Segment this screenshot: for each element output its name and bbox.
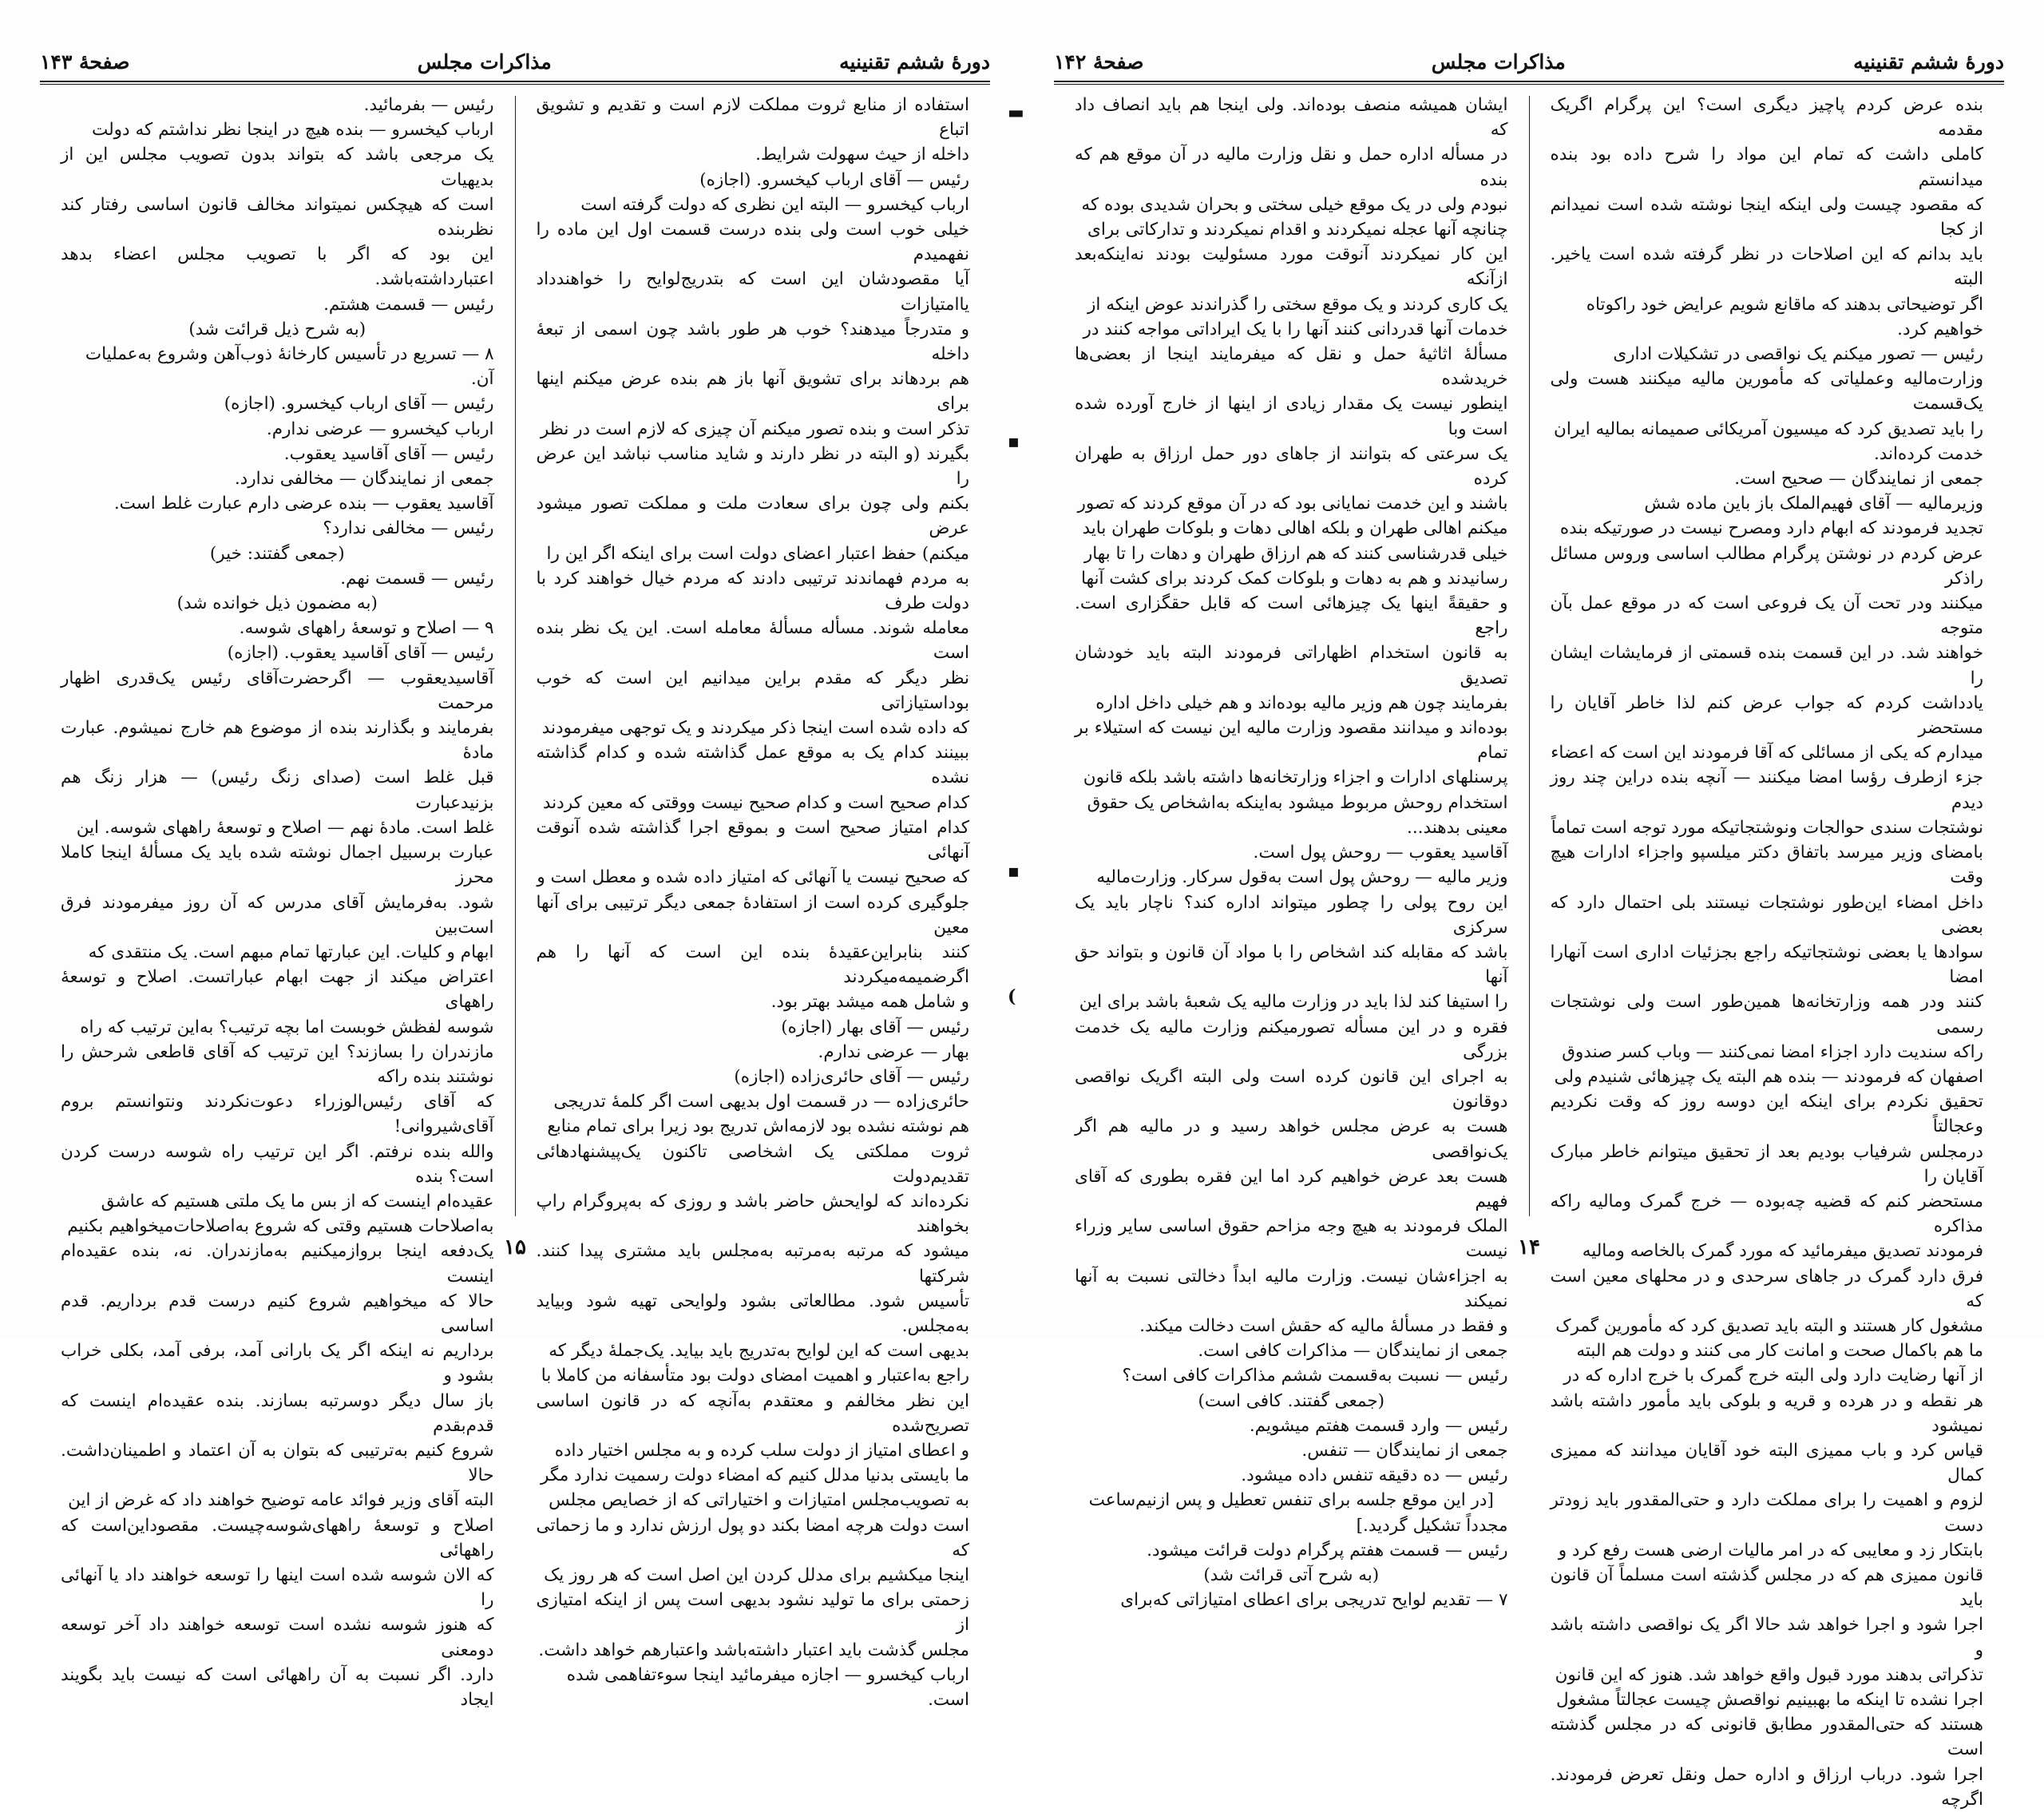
text-line: رئیس — قسمت نهم. (340, 568, 494, 589)
header-rule-thin (1054, 84, 2004, 85)
text-line: سوادها یا بعضی نوشتجاتیکه راجع بجزئیات اداری است آنهارا امضا (1550, 942, 1983, 988)
text-line: شروع کنیم به‌ترتیبی که بتوان به آن اعتماد و اطمینان‌داشت. حالا (61, 1440, 494, 1486)
text-line: قبل غلط است (صدای زنگ رئیس) — هزار زنگ هم بزنید‌عبارت (61, 767, 494, 813)
text-line: که مقصود چیست ولی اینکه اینجا نوشته شده است نمیدانم از کجا (1550, 194, 1983, 240)
text-line: اجرا شود. درباب ارزاق و اداره حمل ونقل تعرض فرمودند. اگرچه (1550, 1764, 1983, 1810)
text-line: هست بعد عرض خواهیم کرد اما این فقره بطوری که آقای فهیم (1075, 1166, 1508, 1211)
page-142 (1038, 0, 2020, 1810)
text-line: تحقیق نکردم برای اینکه این دوسه روز که وقت نکردیم وعجالتاً (1550, 1092, 1983, 1137)
text-line: به تصویب‌مجلس امتیازات و اختیاراتی که از خصایص مجلس (549, 1490, 969, 1511)
text-line: و شامل همه میشد بهتر بود. (770, 992, 969, 1013)
text-line: رئیس — تصور میکنم یک نواقصی در تشکیلات اداری (1613, 344, 1983, 365)
text-line: (جمعی گفتند: خیر) (209, 543, 345, 564)
text-line: این نظر مخالفم و معتقدم به‌آنچه که در قانون اساسی تصریح‌شده (536, 1390, 969, 1436)
text-line: عقیده‌ام اینست که از بس ما یک ملتی هستیم که عاشق (101, 1191, 494, 1211)
text-line: ۸ — تسریع در تأسیس کارخانهٔ ذوب‌آهن وشروع به‌عملیات (85, 344, 494, 365)
gutter-mark: ▪ (1008, 431, 1020, 452)
journal-title: مذاکرات مجلس (1431, 50, 1566, 73)
text-line: بفرمایند و بگذارند بنده از موضوع هم خارج نمیشوم. عبارت مادهٔ (61, 718, 494, 763)
text-line: ۷ — تقدیم لوایح تدریجی برای اعطای امتیازاتی که‌برای (1120, 1590, 1508, 1611)
text-line: والله بنده نرفتم. اگر این ترتیب راه شوسه درست کردن است؟ بنده (61, 1141, 494, 1187)
text-line: ارباب کیخسرو — اجازه میفرمائید اینجا سوءتفاهمی شده (566, 1664, 969, 1685)
text-line: معامله شوند. مسأله مسألهٔ معامله است. این یک نظر بنده است (536, 618, 969, 664)
text-line: یادداشت کردم که جواب عرض کنم لذا خاطر آقایان را مستحضر (1550, 692, 1983, 739)
text-line: جلوگیری کرده است از استفادهٔ جمعی دیگر ترتیبی برای آنها معین (536, 892, 969, 938)
text-line: وزارت‌مالیه وعملیاتی که مأمورین مالیه میکنند هست ولی یک‌قسمت (1550, 369, 1983, 414)
text-line: فرق دارد گمرک در جاهای سرحدی و در محلهای معین است که (1550, 1266, 1983, 1311)
page-143 (24, 0, 1006, 1710)
text-line: حائری‌زاده — در قسمت اول بدیهی است اگر کلمهٔ تدریجی (553, 1092, 969, 1112)
text-line: هم نوشته نشده بود لازمه‌اش تدریج بود زیرا برای تمام منابع (547, 1116, 969, 1137)
text-line: لزوم و اهمیت را برای مملکت دارد و حتی‌المقدور باید زودتر دست (1550, 1490, 1983, 1536)
text-line: هستند که حتی‌المقدور مطابق قانونی که در مجلس گذشته است (1550, 1715, 1983, 1760)
text-line: عبارت برسبیل اجمال نوشته شده باید یک مسألهٔ اینجا کاملا محرز (61, 843, 494, 888)
text-line: ۹ — اصلاح و توسعهٔ راههای شوسه. (239, 618, 494, 639)
text-line: جمعی از نمایندگان — صحیح است. (1734, 469, 1983, 490)
text-line: باشد که مقابله کند اشخاص را با مواد آن قانون و بتواند حق آنها (1075, 942, 1508, 988)
text-line: خیلی خوب است ولی بنده درست قسمت اول این ماده را نفهمیدم (536, 220, 969, 265)
text-line: رئیس — آقای بهار (اجازه) (781, 1017, 969, 1037)
text-line: رئیس — آقای آقاسید یعقوب. (283, 443, 494, 464)
text-line: آقاسید یعقوب — بنده عرضی دارم عبارت غلط است. (113, 494, 494, 514)
text-line: معینی بدهند... (1406, 817, 1508, 838)
text-line: را باید تصدیق کرد که میسیون آمریکائی صمیمانه بمالیه ایران (1554, 418, 1983, 439)
text-line: و اعطای امتیاز از دولت سلب کرده و به مجلس اختیار داده (554, 1440, 969, 1461)
text-line: هم بردهاند برای تشویق آنها باز هم بنده عرض میکنم اینها برای (536, 369, 969, 414)
text-line: خواهیم کرد. (1897, 319, 1983, 339)
page-header (1054, 46, 2004, 77)
gutter-mark: ▪ (1008, 861, 1020, 882)
text-line: بگیرند (و البته در نظر دارند و شاید مناسب نباشد این عرض را (536, 443, 969, 490)
text-line: مجدداً تشکیل گردید.] (1356, 1515, 1508, 1536)
text-line: ایشان همیشه منصف بوده‌اند. ولی اینجا هم باید انصاف داد که (1075, 95, 1508, 141)
text-line: اصفهان که فرمودند — بنده هم البته یک چیزهائی شنیدم ولی (1554, 1066, 1983, 1087)
text-line: بفرمایند چون هم وزیر مالیه بوده‌اند و هم خیلی داخل اداره (1095, 692, 1508, 713)
text-line: کاملی داشت که تمام این مواد را شرح داده بود بنده میدانستم (1550, 145, 1983, 190)
text-line: مجلس گذشت باید اعتبار داشته‌باشد واعتبارهم خواهد داشت. (538, 1640, 969, 1660)
text-line: ثروت مملکتی یک اشخاصی تاکنون یک‌پیشنهادهائی تقدیم‌دولت (536, 1141, 969, 1187)
text-line: قانون ممیزی هم که در مجلس گذشته است مسلماً آن قانون باید (1550, 1564, 1983, 1611)
text-line: یک‌دفعه اینجا برواز‌میکنیم به‌مازندران. نه، بنده عقیده‌ام اینست (61, 1241, 494, 1287)
text-line: ما بایستی بدنیا مدلل کنیم که امضاء دولت رسمیت ندارد مگر (540, 1465, 969, 1486)
text-line: مستحضر کنم که قضیه چه‌بوده — خرج گمرک ومالیه راکه‌ مذاکره (1550, 1191, 1983, 1237)
text-line: باید بدانم که این اصلاحات در نظر گرفته شده است یاخیر. البته (1550, 244, 1983, 290)
text-line: به اجرای این قانون کرده است ولی البته اگریک نواقصی دوقانون (1075, 1066, 1508, 1112)
text-line: باشند و این خدمت نمایانی بود که در آن موقع کردند که تصور (1077, 494, 1508, 514)
text-line: که داده شده است اینجا ذکر میکردند و یک توجهی میفرمودند (541, 718, 969, 739)
text-line: تذکر است و بنده تصور میکنم آن چیزی که لازم است در نظر (540, 418, 969, 439)
text-line: و فقط در مسألهٔ مالیه که حقش است دخالت میکند. (1139, 1315, 1508, 1336)
text-line: رئیس — آقای ارباب کیخسرو. (اجازه) (224, 394, 494, 414)
text-line: ببینند کدام یک به موقع عمل گذاشته شده و کدام گذاشته نشده (536, 743, 969, 788)
text-line: این بود که اگر با تصویب مجلس اعضاء بدهد اعتبارداشته‌باشد. (61, 244, 494, 290)
text-line: ارباب کیخسرو — البته این نظری که دولت گرفته است (580, 194, 969, 215)
text-line: برداریم نه اینکه اگر یک بارانی آمد، برفی آمد، بکلی خراب بشود و (61, 1341, 494, 1386)
text-line: باز سال دیگر دوسرتبه بسازند. بنده عقیده‌ام اینست که قدم‌بقدم (61, 1390, 494, 1436)
text-line: دارد. اگر نسبت به آن راههائی است که نیست باید بگویند ایجاد (61, 1664, 494, 1710)
text-line: خواهند شد. در این قسمت بنده قسمتی از فرمایشات ایشان را (1550, 643, 1983, 688)
text-line: نبودم ولی در یک موقع خیلی سختی و بحران شدیدی بوده که (1081, 194, 1508, 215)
text-line: زحمتی برای ما تولید نشود بدیهی است پس از اینکه امتیازی از (536, 1590, 969, 1636)
text-line: خدمت کرده‌اند. (1873, 443, 1983, 464)
text-line: [در این موقع جلسه برای تنفس تعطیل و پس ازنیم‌ساعت (1088, 1490, 1494, 1511)
text-line: اینجا میکشیم برای مدلل کردن این اصل است که هر روز یک (544, 1564, 969, 1585)
text-line: راجع به‌اعتبار و اهمیت امضای دولت بود متأسفانه من کاملا با (541, 1366, 969, 1386)
gutter-mark: ▬ (1008, 102, 1024, 123)
text-line: به اجزاءشان نیست. وزارت مالیه ابداً دخالتی نسبت به آنها نمیکند (1075, 1266, 1508, 1311)
text-line: شوسه لفظش خوبست اما بچه ترتیب؟ به‌این ترتیب که راه (80, 1017, 494, 1037)
text-line: که صحیح نیست یا آنهائی که امتیاز داده شده و معطل است و (537, 867, 969, 888)
text-line: است. (928, 1690, 969, 1710)
column-divider (515, 96, 516, 1216)
page-label: صفحهٔ ۱۴۳ (40, 50, 130, 73)
page-number: ۱۴ (1518, 1235, 1540, 1259)
text-line: رئیس — بفرمائید. (363, 95, 494, 115)
text-line: کنند ودر همه وزارتخانه‌ها همین‌طور است ولی نوشتجات رسمی (1550, 992, 1983, 1037)
text-line: در مسأله اداره حمل و نقل وزارت مالیه در آن موقع هم که بنده (1075, 145, 1508, 190)
text-line: که آقای رئیس‌الوزراء دعوت‌نکردند ونتوانستم بروم آقای‌شیروانی! (61, 1092, 494, 1137)
column-right (1530, 93, 2005, 1810)
text-line: میکنم) حفظ اعتبار اعضای دولت است برای اینکه اگر این را (546, 543, 969, 564)
text-line: چنانچه آنها عجله نمیکردند و اقدام نمیکردند و تدارکاتی برای (1087, 220, 1508, 240)
text-line: تذکراتی بدهند مورد قبول واقع خواهد شد. هنوز که این قانون (1555, 1664, 1983, 1685)
text-line: بوده‌اند و میدانند مقصود وزارت مالیه این نیست که استیلاء بر تمام (1075, 718, 1508, 763)
text-line: وزیر مالیه — روحش پول است به‌قول سرکار. وزارت‌مالیه (1096, 867, 1508, 888)
text-line: رسانیدند و هم به دهات و بلوکات کمک کردند برای کشت آنها (1081, 568, 1508, 589)
text-line: بامضای وزیر میرسد باتفاق دکتر میلسپو واجزاء ادارات هیچ وقت (1550, 843, 1983, 888)
text-line: استخدام روحش مربوط میشود به‌اینکه به‌اشخاص یک حقوق (1087, 792, 1508, 813)
text-line: غلط است. مادهٔ نهم — اصلاح و توسعهٔ راههای شوسه. این (76, 817, 494, 838)
text-line: مسألهٔ اثاثیهٔ حمل و نقل که میفرمایند اینجا از بعضی‌ها خریدشده (1075, 344, 1508, 390)
gutter-mark: ( (1008, 986, 1016, 1007)
text-line: از آنها رضایت دارد ولی البته خرج گمرک با خرج اداره که در (1563, 1366, 1983, 1386)
text-line: رئیس — قسمت هشتم. (323, 294, 494, 315)
text-line: الملک فرمودند به هیچ وجه مزاحم حقوق اساسی سایر وزراء نیست (1075, 1216, 1508, 1262)
text-line: قیاس کرد و باب ممیزی البته خود آقایان میدانند که ممیزی کمال (1550, 1440, 1983, 1486)
text-line: این روح پولی را چطور میتواند اداره کند؟ ناچار باید یک سرکزی (1075, 892, 1508, 938)
text-line: کنند بنابراین‌عقیدهٔ بنده این است که آنها را هم اگرضمیمه‌میکردند (536, 942, 969, 988)
journal-title: مذاکرات مجلس (417, 50, 552, 73)
session-label: دورهٔ ششم تقنینیه (1853, 50, 2004, 73)
text-line: مشغول کار هستند و البته باید تصدیق کرد که مأمورین گمرک (1555, 1315, 1983, 1336)
text-line: رئیس — قسمت هفتم پرگرام دولت قرائت میشود. (1147, 1540, 1508, 1560)
text-line: ارباب کیخسرو — بنده هیچ در اینجا نظر نداشتم که دولت (92, 120, 494, 141)
text-line: داخل امضاء این‌طور نوشتجات نیستند بلی احتمال دارد که بعضی (1550, 892, 1983, 938)
text-line: کدام امتیاز صحیح است و بموقع اجرا گذاشته شده آنوقت آنهائی (536, 817, 969, 863)
text-line: رئیس — وارد قسمت هفتم میشویم. (1249, 1415, 1508, 1436)
text-line: نوشتجات سندی حوالجات ونوشتجاتیکه مورد توجه است تماماً (1551, 817, 1983, 838)
column-divider (1529, 96, 1530, 1216)
text-line: و حقیقةً اینها یک چیزهائی است که قابل حقگزاری است. راجع (1075, 593, 1508, 639)
text-line: تأسیس شود. مطالعاتی بشود ولوایحی تهیه شود وبیاید به‌مجلس. (536, 1291, 969, 1336)
text-line: رئیس — آقای حائری‌زاده (اجازه) (734, 1066, 969, 1087)
text-line: است دولت هرچه امضا بکند دو پول ارزش ندارد و ما زحماتی که (536, 1515, 969, 1560)
text-line: اینطور نیست یک مقدار زیادی از اینها از خارج آورده شده است وبا (1075, 394, 1508, 439)
text-line: شود. به‌فرمایش آقای مدرس که آن روز میفرمودند فرق است‌بین (61, 892, 494, 938)
text-line: تجدید فرمودند که ابهام دارد ومصرح نیست در صورتیکه بنده (1559, 518, 1983, 539)
page-label: صفحهٔ ۱۴۲ (1054, 50, 1144, 73)
text-line: اعتراض میکند از جهت ابهام عباراتست. اصلاح و توسعهٔ راههای (61, 967, 494, 1013)
text-line: جزء ازطرف رؤسا امضا میکنند — آنچه بنده دراین چند روز دیدم (1550, 767, 1983, 813)
text-line: رئیس — آقای آقاسید یعقوب. (اجازه) (227, 643, 494, 664)
text-line: رئیس — مخالفی ندارد؟ (323, 518, 494, 539)
text-line: اگر توضیحاتی بدهند که ماقانع شویم عرایض خود راکوتاه (1586, 294, 1983, 315)
text-line: ارباب کیخسرو — عرضی ندارم. (266, 418, 494, 439)
text-line: بنده عرض کردم پاچیز دیگری است؟ این پرگرام اگریک مقدمه (1550, 95, 1983, 141)
text-line: آقاسیدیعقوب — اگرحضرت‌آقای رئیس یک‌قدری اظهار مرحمت (61, 668, 494, 713)
text-line: وزیرمالیه — آقای فهیم‌الملک باز باین ماده شش (1644, 494, 1983, 514)
text-line: هر نقطه و در هرده و قریه و بلوکی باید مأمور داشته باشد نمیشود (1550, 1390, 1983, 1436)
text-line: (به شرح ذیل قرائت شد) (188, 319, 366, 339)
text-line: میشود که مرتبه به‌مرتبه به‌مجلس باید مشتری پیدا کنند. شرکتها (536, 1241, 969, 1287)
session-label: دورهٔ ششم تقنینیه (839, 50, 990, 73)
text-line: خیلی قدرشناسی کنند که هم ارزاق طهران و دهات را تا بهار (1083, 543, 1508, 564)
text-line: مازندران را بسازند؟ این ترتیب که آقای قاطعی شرحش را نوشتند بنده راکه (61, 1041, 494, 1087)
text-line: ما هم باکمال صحت و امانت کار می کنند و دولت هم البته (1576, 1341, 1983, 1362)
text-line: راکه سندیت دارد اجزاء امضا نمی‌کنند — وباب کسر صندوق (1562, 1041, 1983, 1062)
text-line: اصلاح و توسعهٔ راههای‌شوسه‌چیست. مقصوداین‌است که راههائی (61, 1515, 494, 1560)
text-line: فرمودند تصدیق میفرمائید که مورد گمرک بالخاصه ومالیه (1582, 1241, 1983, 1262)
text-line: میکنم اهالی طهران و بلکه اهالی دهات و بلوکات طهران باید (1082, 518, 1508, 539)
text-line: هست به عرض مجلس خواهد رسید و در مالیه هم اگر یک‌نواقصی (1075, 1116, 1508, 1162)
text-line: فقره و در این مسأله تصورمیکنم وزارت مالیه یک خدمت بزرگی (1075, 1017, 1508, 1062)
text-line: البته آقای وزیر فوائد عامه توضیح خواهند داد که غرض از این (68, 1490, 494, 1511)
text-line: یک کاری کردند و یک موقع سختی را گذراندند عوض اینکه از (1087, 294, 1508, 315)
text-line: ابهام و کلیات. این عبارتها تمام مبهم است. یک منتقدی که (88, 942, 494, 962)
text-line: خدمات آنها قدردانی کنند آنها را با یک ایراداتی مواجه کنند در (1083, 319, 1508, 339)
text-line: بهار — عرضی ندارم. (818, 1041, 969, 1062)
text-line: حالا که میخواهیم شروع کنیم درست قدم برداریم. قدم اساسی (61, 1291, 494, 1336)
text-line: به مردم فهماندند ترتیبی دادند که مردم خیال خواهند کرد با دولت طرف (536, 568, 969, 614)
header-rule (1054, 81, 2004, 82)
text-line: بدیهی است که این لوایح به‌تدریج باید بیاید. یک‌جملهٔ دیگر که (549, 1341, 969, 1362)
text-line: این کار نمیکردند آنوقت مورد مسئولیت بودند نه‌اینکه‌بعد ازآنکه (1075, 244, 1508, 290)
text-line: رئیس — ده دقیقه تنفس داده میشود. (1241, 1465, 1508, 1486)
text-line: داخله از حیث سهولت شرایط. (755, 145, 969, 165)
text-line: (به مضمون ذیل خوانده شد) (176, 593, 378, 614)
text-line: بکنم ولی چون برای سعادت ملت و مملکت تصور میشود عرض (536, 494, 969, 539)
text-line: به‌اصلاحات هستیم وقتی که شروع به‌اصلاحات‌میخواهیم بکنیم (67, 1216, 494, 1237)
text-line: اجرا نشده تا اینکه ما بهبینیم نواقصش چیست عجالتاً مشغول (1555, 1690, 1983, 1710)
text-line: که الان شوسه شده است اینها را توسعه خواهند داد یا آنهائی را (61, 1564, 494, 1611)
text-line: آن. (470, 369, 494, 390)
text-line: میدارم که یکی از مسائلی که آقا فرمودند این است که اعضاء (1551, 743, 1983, 763)
column-right (516, 93, 991, 1710)
text-line: را استیفا کند لذا باید در وزارت مالیه یک شعبهٔ باشد برای این (1079, 992, 1508, 1013)
page-header (40, 46, 990, 77)
text-line: جمعی از نمایندگان — مخالفی ندارد. (234, 469, 494, 490)
text-line: یک سرعتی که بتوانند از جاهای دور حمل ارزاق به طهران کرده (1075, 443, 1508, 490)
text-line: بابتکار زد و معایبی که در امر مالیات ارضی هست رفع کرد و (1558, 1540, 1983, 1560)
text-line: جمعی از نمایندگان — تنفس. (1301, 1440, 1508, 1461)
text-line: جمعی از نمایندگان — مذاکرات کافی است. (1198, 1341, 1508, 1362)
text-line: عرض کردم در نوشتن پرگرام مطالب اساسی وروس مسائل راذکر (1550, 543, 1983, 589)
text-line: آیا مقصودشان این است که بتدریج‌لوایح را خواهندداد یاامتیازات (536, 269, 969, 315)
text-line: یک مرجعی باشد که بتواند بدون تصویب مجلس این از بدیهیات (61, 145, 494, 190)
text-line: که هنوز شوسه نشده است توسعه خواهند داد آخر توسعه دومعنی (61, 1615, 494, 1660)
text-line: آقاسید یعقوب — روحش پول است. (1253, 843, 1508, 863)
text-line: رئیس — آقای ارباب کیخسرو. (اجازه) (699, 169, 969, 190)
header-rule (40, 81, 990, 82)
text-line: میکنند ودر تحت آن یک فروعی است که در موقع عمل بآن متوجه (1550, 593, 1983, 639)
text-line: استفاده از منابع ثروت مملکت لازم است و تقدیم و تشویق اتباع (536, 95, 969, 141)
text-line: رئیس — نسبت به‌قسمت ششم مذاکرات کافی است؟ (1122, 1366, 1508, 1386)
text-line: درمجلس شرفیاب بودیم بعد از تحقیق میتوانم خاطر مبارک آقایان را (1550, 1141, 1983, 1187)
text-line: (به شرح آتی قرائت شد) (1203, 1564, 1380, 1585)
text-line: پرسنلهای ادارات و اجزاء وزارتخانه‌ها داشته باشد بلکه قانون (1083, 767, 1508, 788)
text-line: و متدرجاً میدهند؟ خوب هر طور باشد چون اسمی از تبعهٔ داخله (536, 319, 969, 365)
text-line: (جمعی گفتند. کافی است) (1198, 1390, 1385, 1411)
page-number: ۱۵ (504, 1235, 526, 1259)
text-line: اجرا شود و اجرا خواهد شد حالا اگر یک نواقصی داشته باشد و (1550, 1615, 1983, 1660)
header-rule-thin (40, 84, 990, 85)
text-line: به قانون استخدام اظهاراتی فرمودند البته باید خودشان تصدیق (1075, 643, 1508, 688)
text-line: نظر دیگر که مقدم براین میدانیم این است که خوب بوداستیازاتی (536, 668, 969, 713)
text-line: نکرده‌اند که لوایحش حاضر باشد و روزی که به‌پروگرام راپ بخواهند (536, 1191, 969, 1237)
text-line: است که هیچکس نمیتواند مخالف قانون اساسی رفتار کند نظربنده (61, 194, 494, 240)
text-line: کدام صحیح است و کدام صحیح نیست ووقتی که معین کردند (542, 792, 969, 813)
